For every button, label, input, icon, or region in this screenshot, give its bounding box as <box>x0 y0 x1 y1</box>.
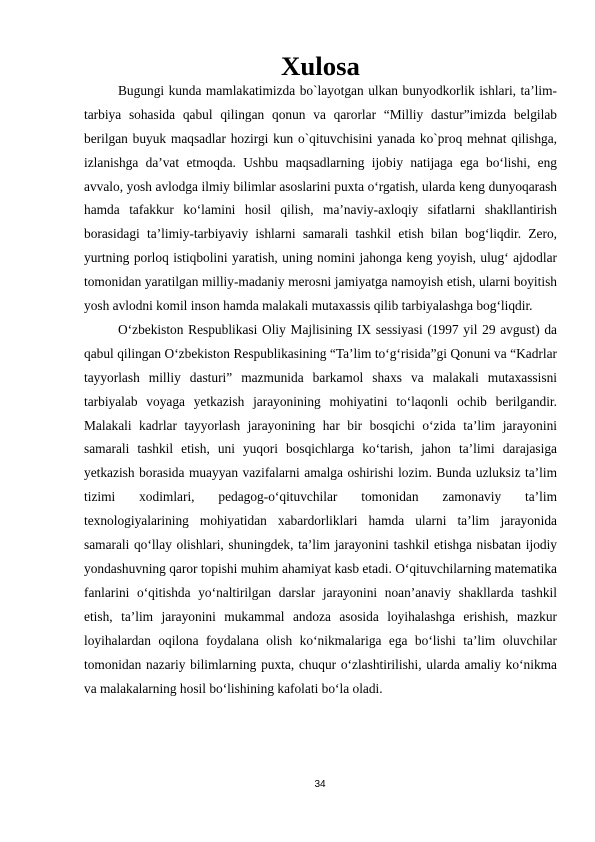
section-title: Xulosa <box>281 51 360 81</box>
paragraph-2: O‘zbekiston Respublikasi Oliy Majlisining IX sessiyasi (1997 yil 29 avgust) da qabul qilingan O‘zbekiston Respublikasining “Ta’lim to‘g‘risida”gi Qonuni va “Kadrlar tayyorlash milliy dasturi” mazmunida barkamol shaxs va malakali mutaxassisni tarbiyalab voyaga yetkazish jarayonining mohiyatini to‘laqonli ochib berilgandir. Malakali kadrlar tayyorlash jarayonining har bir bosqichi o‘zida ta’lim jarayonini samarali tashkil etish, uni yuqori bosqichlarga ko‘tarish, jahon ta’limi darajasiga yetkazish borasida muayyan vazifalarni amalga oshirishi lozim. Bunda uzluksiz ta’lim tizimi xodimlari, pedagog-o‘qituvchilar tomonidan zamonaviy ta’lim texnologiyalarining mohiyatidan xabardorliklari hamda ularni ta’lim jarayonida samarali qo‘llay olishlari, shuningdek, ta’lim jarayonini tashkil etishga nisbatan ijodiy yondashuvning qaror topishi muhim ahamiyat kasb etadi. O‘qituvchilarning matematika fanlarini o‘qitishda yo‘naltirilgan darslar jarayonini noan’anaviy shakllarda tashkil etish, ta’lim jarayonini mukammal andoza asosida loyihalashga erishish, mazkur loyihalardan oqilona foydalana olish ko‘nikmalariga ega bo‘lishi ta’lim oluvchilar tomonidan nazariy bilimlarning puxta, chuqur o‘zlashtirilishi, ularda amaliy ko‘nikma va malakalarning hosil bo‘lishining kafolati bo‘la oladi. <box>84 321 557 696</box>
paragraph-1: Bugungi kunda mamlakatimizda bo`layotgan ulkan bunyodkorlik ishlari, ta’lim-tarbiya sohasida qabul qilingan qonun va qarorlar “Milliy dastur”imizda belgilab berilgan buyuk maqsadlar hozirgi kun o`qituvchisini yanada ko`proq mehnat qilishga, izlanishga da’vat etmoqda. Ushbu maqsadlarning ijobiy natijaga ega bo‘lishi, eng avvalo, yosh avlodga ilmiy bilimlar asoslarini puxta o‘rgatish, ularda keng dunyoqarash hamda tafakkur ko‘lamini hosil qilish, ma’naviy-axloqiy sifatlarni shakllantirish borasidagi ta’limiy-tarbiyaviy ishlarni samarali tashkil etish bilan bog‘liqdir. Zero, yurtning porloq istiqbolini yaratish, uning nomini jahonga keng yoyish, ulug‘ ajdodlar tomonidan yaratilgan milliy-madaniy merosni jamiyatga namoyish etish, ularni boyitish yosh avlodni komil inson hamda malakali mutaxassis qilib tarbiyalashga bog‘liqdir. <box>84 82 557 314</box>
page-number: 34 <box>314 779 326 790</box>
document-page <box>84 51 557 700</box>
